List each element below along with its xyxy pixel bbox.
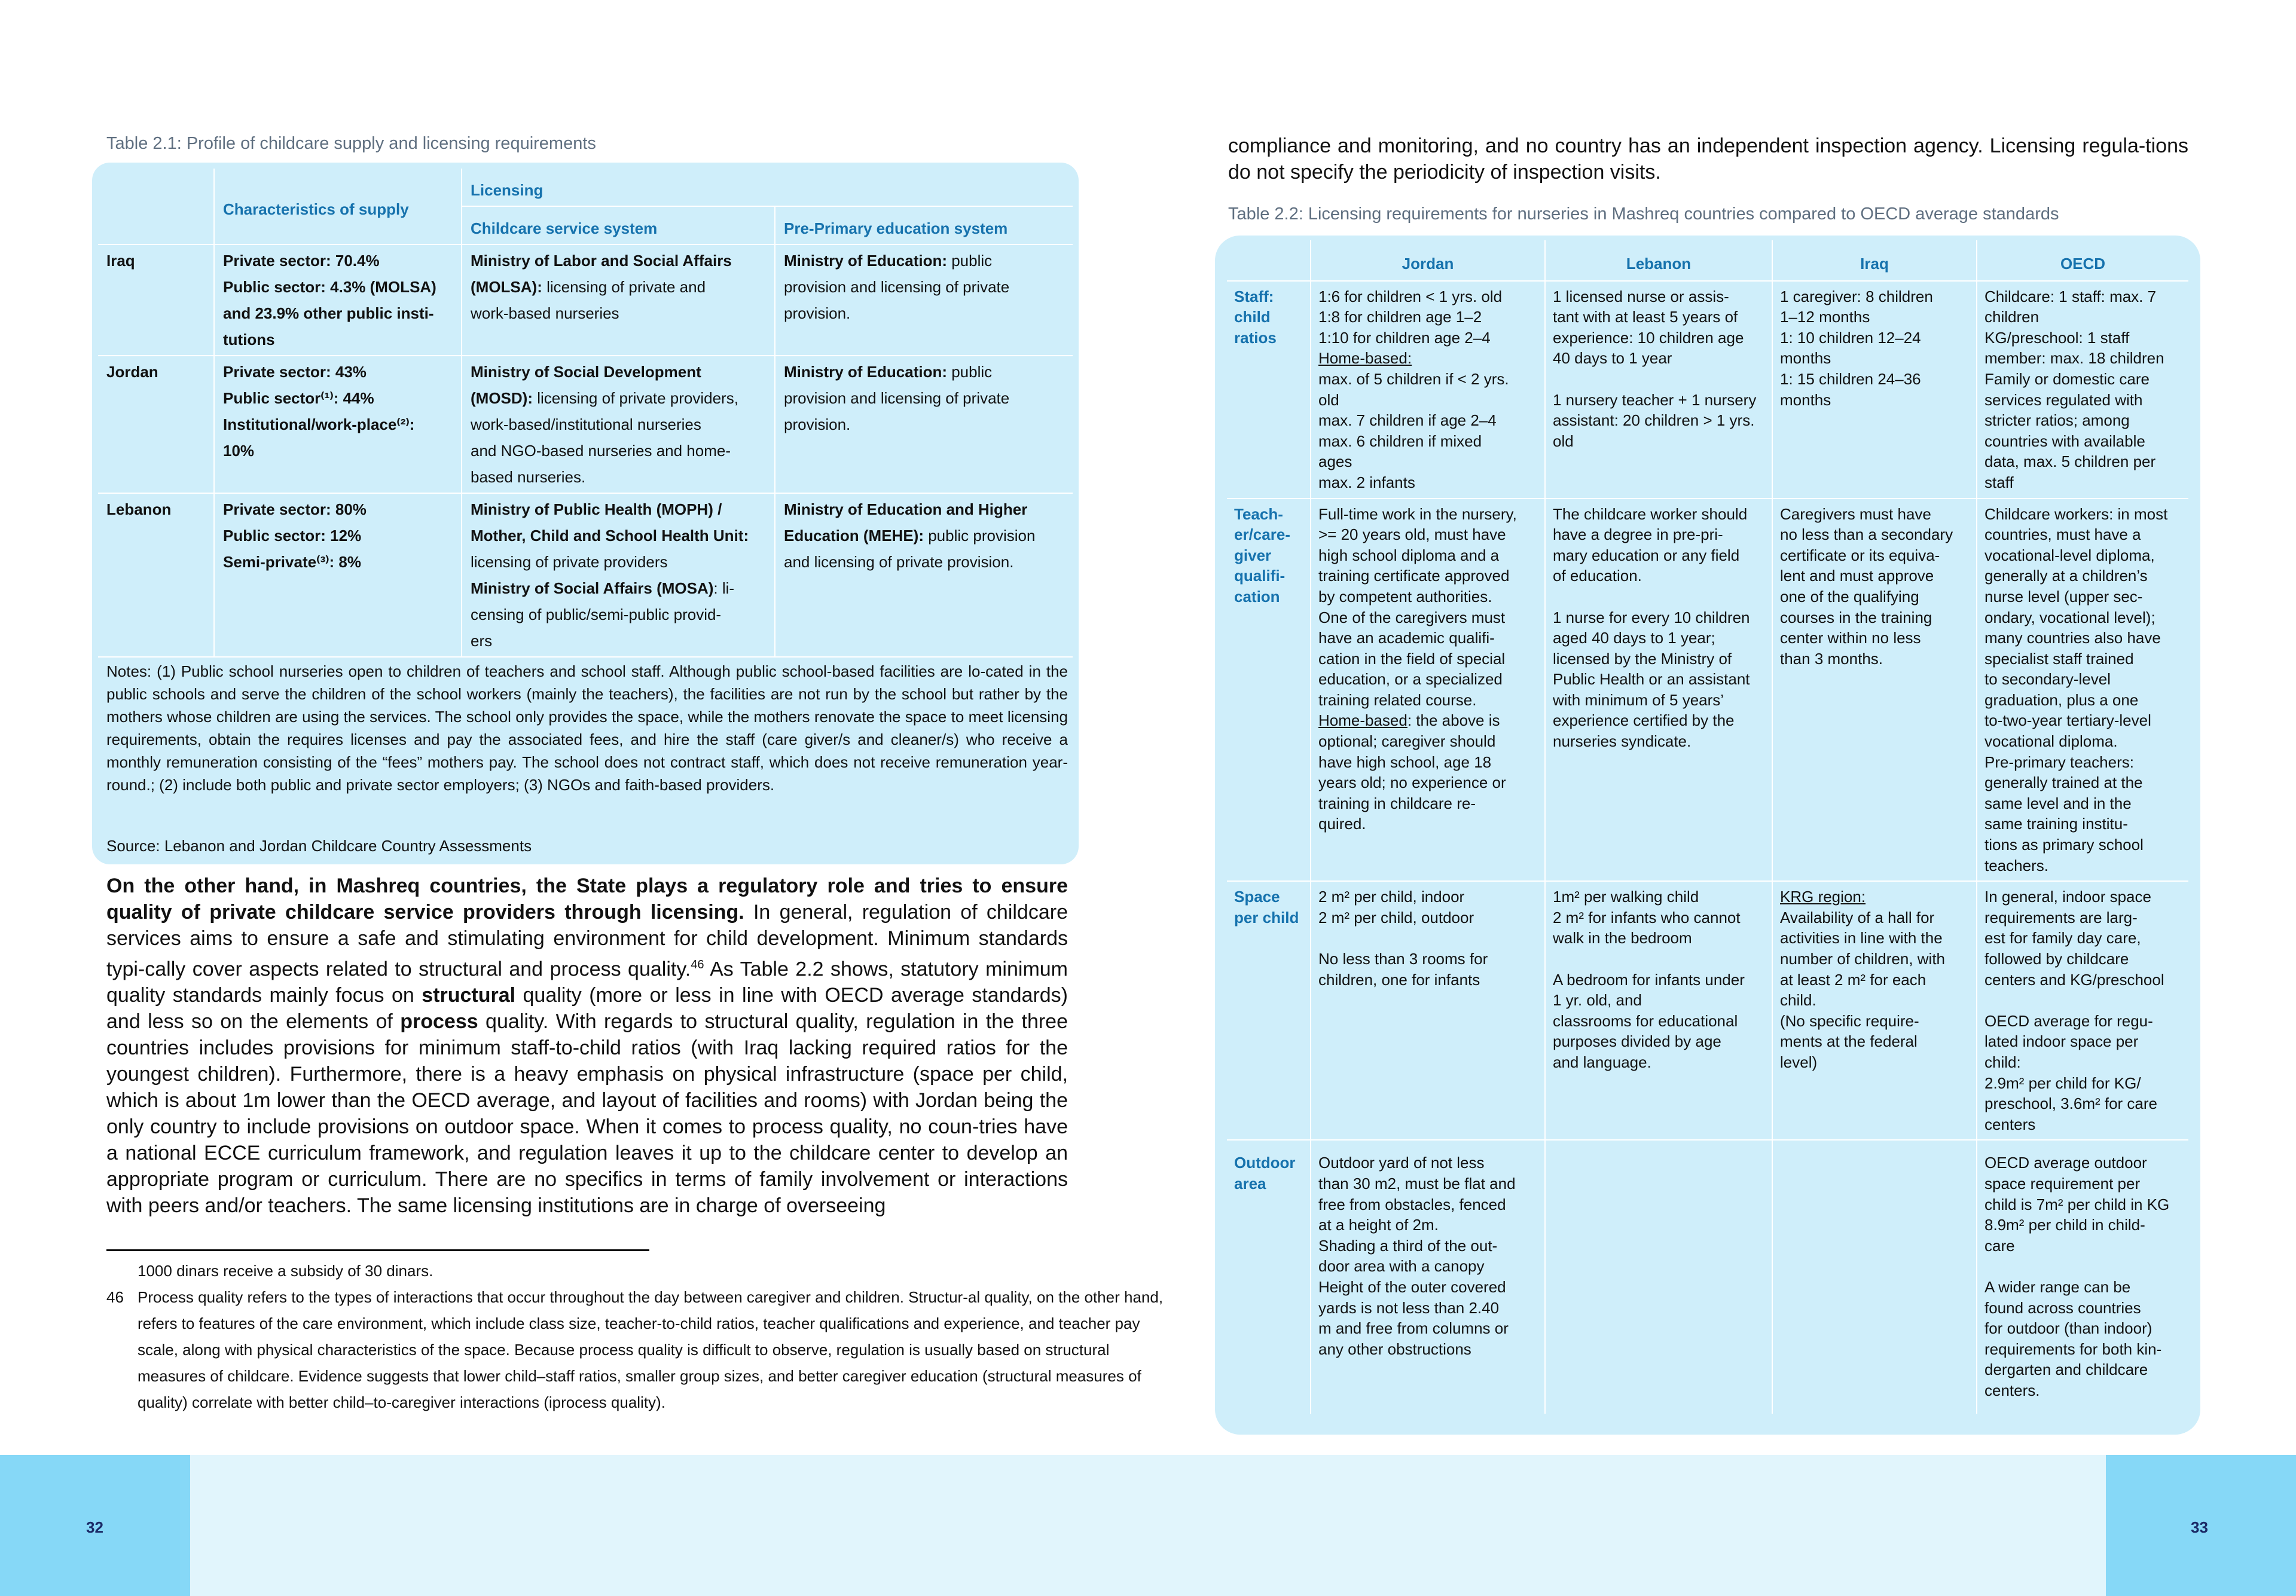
outdoor-iraq (1772, 1140, 1977, 1414)
page-number-left: 32 (86, 1518, 103, 1536)
outdoor-lebanon (1545, 1140, 1772, 1414)
table-2-2 (1227, 240, 2188, 1414)
corner-cell (98, 169, 214, 244)
qualification-jordan-home-based: Home-based (1318, 711, 1407, 730)
footer-band (0, 1455, 2296, 1596)
table-2-1-notes: Notes: (1) Public school nurseries open to children of teachers and school staff. Although public school-based facilities are lo-cated in the public schools and serve the children of the school workers (mainly the teachers), the facilities are not run by the school but rather by the mothers whose children are using the services. The school only provides the space, while the mothers renovate the space to meet licensing requirements, obtain the requires licenses and pay the associated fees, and hire the staff (care giver/s and cleaner/s) who receive a monthly remuneration consisting of the “fees” mothers pay. The school does not contract staff, which does not receive remuneration year-round.; (2) include both public and private sector employers; (3) NGOs and faith-based providers. (106, 662, 1068, 794)
col-jordan: Jordan (1311, 240, 1545, 281)
table-2-1-caption: Table 2.1: Profile of childcare supply and licensing requirements (106, 134, 596, 153)
supply-iraq: Private sector: 70.4% Public sector: 4.3% (MOLSA) and 23.9% other public insti- tutions (214, 244, 462, 356)
footnote-ref-46[interactable]: 46 (691, 958, 704, 971)
table-2-2-caption: Table 2.2: Licensing requirements for nurseries in Mashreq countries compared to OECD average standards (1228, 204, 2059, 224)
table-2-1-source: Source: Lebanon and Jordan Childcare Country Assessments (106, 837, 532, 855)
row-header-space-per-child: Space per child (1227, 881, 1311, 1140)
childcare-lebanon-ministry: Ministry of Public Health (MOPH) / Mother, Child and School Health Unit: (471, 500, 749, 545)
row-header-lebanon: Lebanon (98, 493, 214, 657)
space-iraq-krg: KRG region: (1780, 888, 1866, 906)
qualification-lebanon: The childcare worker should have a degree in pre-pri- mary education or any field of education. 1 nurse for every 10 children aged 40 days to 1 year; licensed by the Ministry of Public Health or an assistant with minimum of 5 years’ experience certified by the nurseries syndicate. (1545, 499, 1772, 882)
preprimary-iraq (775, 244, 1073, 356)
staff-ratios-jordan (1311, 281, 1545, 499)
childcare-jordan (462, 356, 775, 493)
col-lebanon: Lebanon (1545, 240, 1772, 281)
paragraph-process: process (400, 1010, 478, 1034)
space-jordan: 2 m² per child, indoor 2 m² per child, outdoor No less than 3 rooms for children, one for infants (1311, 881, 1545, 1140)
preprimary-lebanon-ministry: Ministry of Education and Higher Education (MEHE): (784, 500, 1028, 545)
preprimary-iraq-text: public provision and licensing of private provision. (784, 252, 1010, 322)
col-licensing: Licensing (462, 169, 1073, 206)
page-number-right: 33 (2191, 1518, 2208, 1536)
corner-cell-2 (1227, 240, 1311, 281)
row-header-staff-ratios: Staff: child ratios (1227, 281, 1311, 499)
childcare-lebanon-ministry-2: Ministry of Social Affairs (MOSA) (471, 579, 714, 597)
table-2-1 (98, 169, 1073, 658)
preprimary-iraq-ministry: Ministry of Education: (784, 252, 947, 270)
childcare-iraq (462, 244, 775, 356)
footnote-46-text: Process quality refers to the types of interactions that occur throughout the day between caregiver and children. Structur-al quality, on the other hand, refers to features of the care environment, which include class size, teacher-to-child ratios, teacher qualifications and experience, and teacher pay scale, along with physical characteristics of the space. Because process quality is difficult to observe, regulation is usually based on structural measures of childcare. Evidence suggests that lower child–staff ratios, smaller group sizes, and better caregiver education (structural measures of quality) correlate with better child–to-caregiver interactions (iprocess quality). (138, 1288, 1164, 1411)
staff-ratios-jordan-b: max. of 5 children if < 2 yrs. old max. 7 children if age 2–4 max. 6 children if mixed ages max. 2 infants (1318, 369, 1509, 491)
paragraph-part-2: As Table 2.2 shows, statutory minimum quality standards mainly focus on (106, 958, 1068, 1007)
footnote-continued: 1000 dinars receive a subsidy of 30 dinars. (138, 1262, 433, 1280)
space-iraq (1772, 881, 1977, 1140)
table-row-qualification (1227, 499, 2188, 882)
row-header-outdoor-area: Outdoor area (1227, 1140, 1311, 1414)
space-oecd: In general, indoor space requirements are larg- est for family day care, followed by childcare centers and KG/preschool OECD average for regu- lated indoor space per child: 2.9m² per child for KG/ preschool, 3.6m² for care centers (1977, 881, 2188, 1140)
space-iraq-text: Availability of a hall for activities in line with the number of children, with at least 2 m² for each child. (No specific require- ments at the federal level) (1780, 908, 1946, 1071)
body-paragraph (106, 873, 1068, 1219)
continuation-paragraph: compliance and monitoring, and no country has an independent inspection agency. Licensing regula-tions do not specify the periodicity of inspection visits. (1228, 134, 2188, 184)
staff-ratios-jordan-home-based: Home-based: (1318, 349, 1412, 368)
staff-ratios-jordan-a: 1:6 for children < 1 yrs. old 1:8 for children age 1–2 1:10 for children age 2–4 (1318, 287, 1503, 347)
paragraph-structural: structural (422, 984, 516, 1007)
col-iraq: Iraq (1772, 240, 1977, 281)
qualification-jordan (1311, 499, 1545, 882)
table-row-outdoor-area (1227, 1140, 2188, 1414)
childcare-lebanon (462, 493, 775, 657)
footnote-46 (106, 1284, 1164, 1415)
supply-lebanon: Private sector: 80% Public sector: 12% Semi-private⁽³⁾: 8% (214, 493, 462, 657)
outdoor-oecd: OECD average outdoor space requirement per child is 7m² per child in KG 8.9m² per child in child- care A wider range can be found across countries for outdoor (than indoor) requirements for both kin- dergarten and childcare centers. (1977, 1140, 2188, 1414)
childcare-jordan-text: licensing of private providers, work-based/institutional nurseries and NGO-based nurseries and home- based nurseries. (471, 389, 738, 486)
staff-ratios-oecd: Childcare: 1 staff: max. 7 children KG/preschool: 1 staff member: max. 18 children Family or domestic care services regulated with stricter ratios; among countries with available data, max. 5 children per staff (1977, 281, 2188, 499)
row-header-qualification: Teach- er/care- giver qualifi- cation (1227, 499, 1311, 882)
paragraph-part-1: In general, regulation of childcare services aims to ensure a safe and stimulating environment for child development. Minimum standards typi-cally cover aspects related to structural and process quality. (106, 901, 1068, 981)
staff-ratios-iraq: 1 caregiver: 8 children 1–12 months 1: 10 children 12–24 months 1: 15 children 24–36 months (1772, 281, 1977, 499)
footnote-46-number: 46 (106, 1288, 124, 1306)
qualification-jordan-b: : the above is optional; caregiver should have high school, age 18 years old; no experience or training in childcare re- quired. (1318, 711, 1506, 833)
table-row-lebanon (98, 493, 1073, 657)
preprimary-jordan (775, 356, 1073, 493)
supply-jordan: Private sector: 43% Public sector⁽¹⁾: 44% Institutional/work-place⁽²⁾: 10% (214, 356, 462, 493)
preprimary-lebanon (775, 493, 1073, 657)
col-characteristics: Characteristics of supply (214, 169, 462, 244)
outdoor-jordan: Outdoor yard of not less than 30 m2, must be flat and free from obstacles, fenced at a height of 2m. Shading a third of the out- door area with a canopy Height of the outer covered yards is not less than 2.40 m and free from columns or any other obstructions (1311, 1140, 1545, 1414)
paragraph-part-3: quality (more or less in line with OECD average standards) and less so on the elements of (106, 984, 1068, 1034)
qualification-oecd: Childcare workers: in most countries, must have a vocational-level diploma, generally at a children’s nurse level (upper sec- ondary, vocational level); many countries also have specialist staff trained to secondary-level graduation, plus a one to-two-year tertiary-level vocational diploma. Pre-primary teachers: generally trained at the same level and in the same training institu- tions as primary school teachers. (1977, 499, 2188, 882)
footnote-divider (106, 1249, 649, 1251)
row-header-iraq: Iraq (98, 244, 214, 356)
paragraph-lead: On the other hand, in Mashreq countries, the State plays a regulatory role and tries to ensure quality of private childcare service providers through licensing. (106, 875, 1068, 924)
preprimary-lebanon-text: public provision and licensing of private provision. (784, 527, 1036, 571)
childcare-lebanon-text-2: : li- censing of public/semi-public provid- ers (471, 579, 735, 650)
table-row-space-per-child (1227, 881, 2188, 1140)
preprimary-jordan-ministry: Ministry of Education: (784, 363, 947, 381)
childcare-iraq-text: licensing of private and work-based nurseries (471, 278, 706, 322)
col-preprimary-system: Pre-Primary education system (775, 206, 1073, 244)
qualification-jordan-a: Full-time work in the nursery, >= 20 years old, must have high school diploma and a training certificate approved by competent authorities. One of the caregivers must have an academic qualifi- cation in the field of special education, or a specialized training related course. (1318, 505, 1517, 709)
table-row-jordan (98, 356, 1073, 493)
col-oecd: OECD (1977, 240, 2188, 281)
staff-ratios-lebanon: 1 licensed nurse or assis- tant with at least 5 years of experience: 10 children age 40 days to 1 year 1 nursery teacher + 1 nursery assistant: 20 children > 1 yrs. old (1545, 281, 1772, 499)
table-row-staff-ratios (1227, 281, 2188, 499)
qualification-iraq: Caregivers must have no less than a secondary certificate or its equiva- lent and must approve one of the qualifying courses in the training center within no less than 3 months. (1772, 499, 1977, 882)
table-row-iraq (98, 244, 1073, 356)
paragraph-part-4: quality. With regards to structural quality, regulation in the three countries includes provisions for minimum staff-to-child ratios (with Iraq lacking required ratios for the youngest children). Furthermore, there is a heavy emphasis on physical infrastructure (space per child, which is about 1m lower than the OECD average, and layout of facilities and rooms) with Jordan being the only country to include provisions on outdoor space. When it comes to process quality, no coun-tries have a national ECCE curriculum framework, and regulation leaves it up to the childcare center to develop an appropriate program or curriculum. There are no specifics in terms of family involvement or interactions with peers and/or teachers. The same licensing institutions are in charge of overseeing (106, 1010, 1068, 1218)
col-childcare-system: Childcare service system (462, 206, 775, 244)
childcare-jordan-ministry: Ministry of Social Development (MOSD): (471, 363, 701, 407)
preprimary-jordan-text: public provision and licensing of private provision. (784, 363, 1010, 433)
childcare-lebanon-text: licensing of private providers (471, 553, 668, 571)
row-header-jordan: Jordan (98, 356, 214, 493)
childcare-iraq-ministry: Ministry of Labor and Social Affairs (MOLSA): (471, 252, 732, 296)
space-lebanon: 1m² per walking child 2 m² for infants who cannot walk in the bedroom A bedroom for infants under 1 yr. old, and classrooms for educational purposes divided by age and language. (1545, 881, 1772, 1140)
